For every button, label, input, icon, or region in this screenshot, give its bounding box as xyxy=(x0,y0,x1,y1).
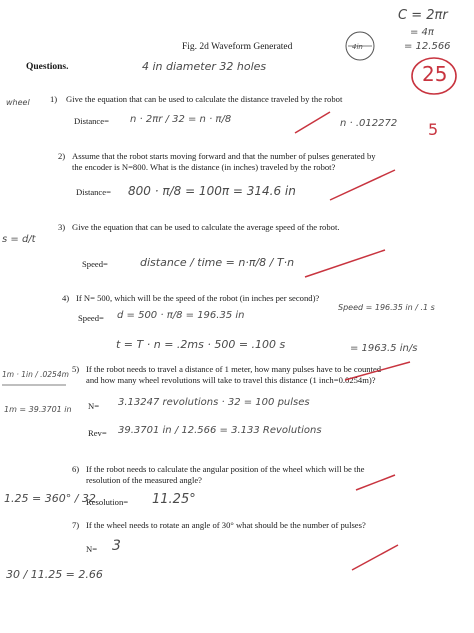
q2-label: Distance= xyxy=(76,187,111,197)
q4-label: Speed= xyxy=(78,313,104,323)
q6-line2: resolution of the measured angle? xyxy=(86,475,202,485)
q3-text: Give the equation that can be used to calculate the average speed of the robot. xyxy=(72,222,340,232)
hw-q3-answer: distance / time = n·π/8 / T·n xyxy=(140,256,295,269)
q5-number: 5) xyxy=(72,364,80,374)
hw-margin-q7: 30 / 11.25 = 2.66 xyxy=(6,568,103,581)
hw-circumference: C = 2πr xyxy=(398,8,448,23)
hw-margin-conv2: 1m = 39.3701 in xyxy=(4,405,72,414)
page-title: Fig. 2d Waveform Generated xyxy=(182,42,293,52)
q5-line1: If the robot needs to travel a distance of 1 meter, how many pulses have to be counted xyxy=(86,364,382,374)
q4-number: 4) xyxy=(62,293,70,303)
hw-q2-answer: 800 · π/8 = 100π = 314.6 in xyxy=(128,184,296,198)
questions-label: Questions. xyxy=(26,62,69,72)
q1-number: 1) xyxy=(50,94,58,104)
q1-text: Give the equation that can be used to calculate the distance traveled by the robot xyxy=(66,94,343,104)
q3-check xyxy=(305,250,385,277)
grade-q1-points: 5 xyxy=(428,120,439,139)
hw-top-note: 4 in diameter 32 holes xyxy=(142,60,267,73)
q6-label: Resolution= xyxy=(86,497,129,507)
hw-margin-wheel: wheel xyxy=(6,98,30,107)
q6-line1: If the robot needs to calculate the angular position of the wheel which will be the xyxy=(86,464,365,474)
q2-check xyxy=(330,170,395,200)
hw-12566: = 12.566 xyxy=(404,41,451,52)
hw-q1-answer: n · 2πr / 32 = n · π/8 xyxy=(130,114,232,125)
q1-mark xyxy=(295,112,330,133)
q2-line1: Assume that the robot starts moving forward and that the number of pulses generated by xyxy=(72,151,376,161)
hw-q4-result: = 1963.5 in/s xyxy=(350,343,418,354)
q1-label: Distance= xyxy=(74,116,109,126)
hw-q5-rev: 39.3701 in / 12.566 = 3.133 Revolutions xyxy=(118,425,322,436)
hw-q4-t: t = T · n = .2ms · 500 = .100 s xyxy=(116,338,286,351)
hw-q1-alt: n · .012272 xyxy=(340,118,398,129)
q3-label: Speed= xyxy=(82,259,108,269)
q5-line2: and how many wheel revolutions will take to travel this distance (1 inch=0.0254m)? xyxy=(86,375,376,385)
hw-margin-sdt: s = d/t xyxy=(2,234,36,245)
grade-score: 25 xyxy=(422,62,448,86)
hw-4pi: = 4π xyxy=(410,27,434,38)
hw-q4-d: d = 500 · π/8 = 196.35 in xyxy=(117,310,245,321)
q7-label: N= xyxy=(86,544,98,554)
q7-text: If the wheel needs to rotate an angle of 30° what should be the number of pulses? xyxy=(86,520,366,530)
hw-q4-speed: Speed = 196.35 in / .1 s xyxy=(338,303,435,312)
hw-q6-answer: 11.25° xyxy=(152,492,196,507)
q7-check xyxy=(352,545,398,570)
q5-label-n: N= xyxy=(88,401,100,411)
q5-label-rev: Rev= xyxy=(88,428,107,438)
hw-margin-conv: 1m · 1in / .0254m xyxy=(2,370,69,379)
hw-q5-n: 3.13247 revolutions · 32 = 100 pulses xyxy=(118,397,310,408)
q6-check xyxy=(356,475,395,490)
q4-text: If N= 500, which will be the speed of the robot (in inches per second)? xyxy=(76,293,320,303)
q3-number: 3) xyxy=(58,222,66,232)
q2-number: 2) xyxy=(58,151,66,161)
hw-q7-answer: 3 xyxy=(112,538,121,554)
q2-line2: the encoder is N=800. What is the distance (in inches) traveled by the robot? xyxy=(72,162,336,172)
q6-number: 6) xyxy=(72,464,80,474)
q7-number: 7) xyxy=(72,520,80,530)
hw-circle-label: 4in xyxy=(352,43,363,51)
hw-margin-res: 1.25 = 360° / 32 xyxy=(4,492,96,505)
